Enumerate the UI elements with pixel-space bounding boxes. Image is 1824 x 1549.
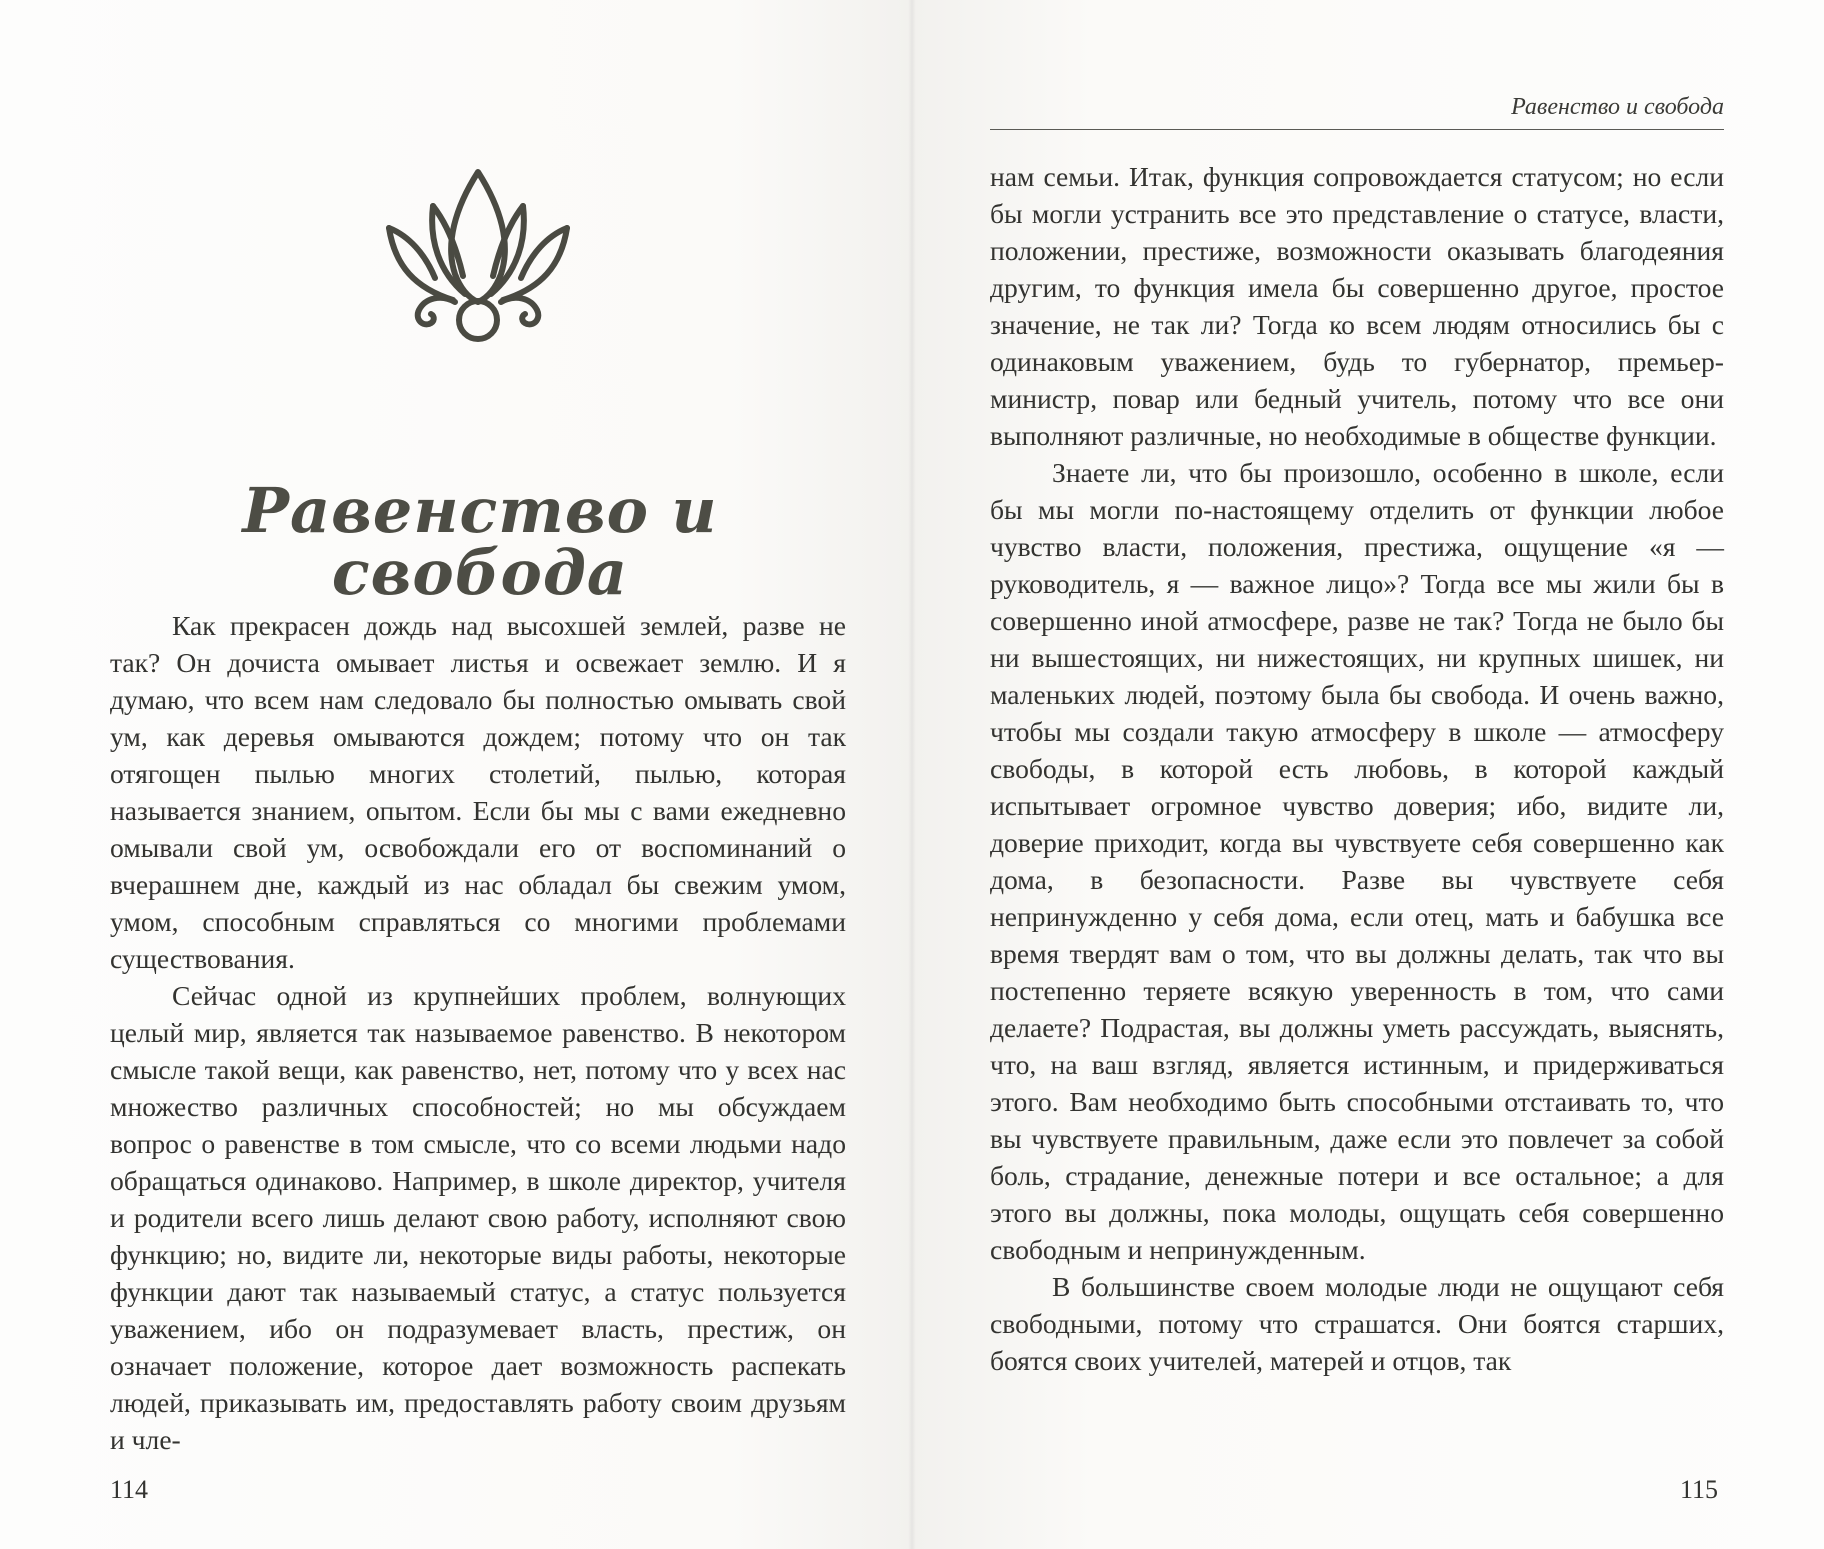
paragraph: Знаете ли, что бы произошло, особенно в школе, если бы мы могли по-настоящему отделить от функции любое чувство власти, положения, престижа, ощущение «я — руководитель, я — важное лицо»? Тогда все мы жили бы в совершенно иной атмосфере, разве не так? Тогда не было бы ни вышестоящих, ни нижестоящих, ни крупных шишек, ни маленьких людей, поэтому была бы свобода. И очень важно, чтобы мы создали такую атмосферу в школе — атмосферу свободы, в которой есть любовь, в которой каждый испытывает огромное чувство доверия; ибо, видите ли, доверие приходит, когда вы чувствуете себя совершенно как дома, в безопасности. Разве вы чувствуете себя непринужденно у себя дома, если отец, мать и бабушка все время твердят вам о том, что вы должны делать, так что вы постепенно теряете всякую уверенность в том, что сами делаете? Подрастая, вы должны уметь рассуждать, выяснять, что, на ваш взгляд, является истинным, и придерживаться этого. Вам необходимо быть способными отстаивать то, что вы чувствуете правильным, даже если это повлечет за собой боль, страдание, денежные потери и все остальное; а для этого вы должны, пока молоды, ощущать себя совершенно свободным и непринужденным. xyxy=(990,457,1724,1265)
left-page-body xyxy=(110,607,846,1458)
paragraph: нам семьи. Итак, функция сопровождается статусом; но если бы могли устранить все это представление о статусе, власти, положении, престиже, возможности оказывать благодеяния другим, то функция имела бы совершенно другое, простое значение, не так ли? Тогда ко всем людям относились бы с одинаковым уважением, будь то губернатор, премьер-министр, повар или бедный учитель, потому что все они выполняют различные, но необходимые в обществе функции. xyxy=(990,161,1724,451)
paragraph: В большинстве своем молодые люди не ощущают себя свободными, потому что страшатся. Они боятся старших, боятся своих учителей, матерей и отцов, так xyxy=(990,1271,1724,1376)
book-gutter xyxy=(908,0,916,1549)
right-page-body xyxy=(990,158,1724,1379)
page-number-left: 114 xyxy=(110,1475,149,1504)
running-header: Равенство и свобода xyxy=(1511,94,1724,120)
lotus-ornament-icon xyxy=(383,166,573,346)
paragraph: Как прекрасен дождь над высохшей землей, разве не так? Он дочиста омывает листья и освежает землю. И я думаю, что всем нам следовало бы полностью омывать свой ум, как деревья омываются дождем; потому что он так отягощен пылью многих столетий, пылью, которая называется знанием, опытом. Если бы мы с вами ежедневно омывали свой ум, освобождали его от воспоминаний о вчерашнем дне, каждый из нас обладал бы свежим умом, умом, способным справляться со многими проблемами существования. xyxy=(110,610,846,974)
paragraph: Сейчас одной из крупнейших проблем, волнующих целый мир, является так называемое равенство. В некотором смысле такой вещи, как равенство, нет, потому что у всех нас множество различных способностей; но мы обсуждаем вопрос о равенстве в том смысле, что со всеми людьми надо обращаться одинаково. Например, в школе директор, учителя и родители всего лишь делают свою работу, исполняют свою функцию; но, видите ли, некоторые виды работы, некоторые функции дают так называемый статус, а статус пользуется уважением, ибо он подразумевает власть, престиж, он означает положение, которое дает возможность распекать людей, приказывать им, предоставлять работу своим друзьям и чле- xyxy=(110,980,846,1455)
page-number-right: 115 xyxy=(1680,1475,1719,1504)
chapter-title: Равенство и свобода xyxy=(242,474,718,609)
header-rule xyxy=(990,129,1724,130)
